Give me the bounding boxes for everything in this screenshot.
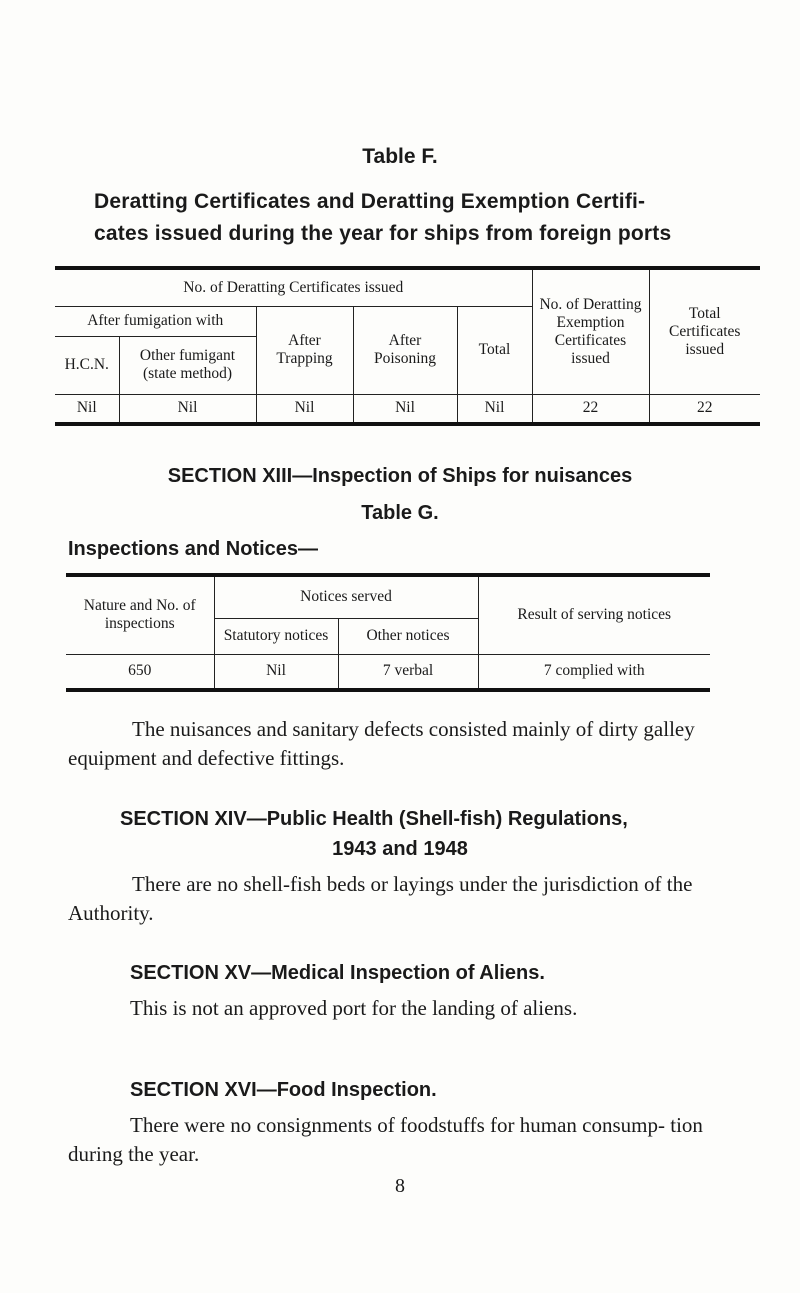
header-total: Total	[457, 306, 532, 394]
page-number: 8	[395, 1175, 405, 1197]
section-13-heading: SECTION XIII—Inspection of Ships for nuisances	[167, 465, 633, 487]
cell-poisoning: Nil	[353, 394, 457, 424]
header-hcn: H.C.N.	[55, 336, 119, 394]
table-f-title-line1: Deratting Certificates and Deratting Exemption Certifi-	[94, 190, 646, 213]
cell-result: 7 complied with	[478, 654, 710, 690]
table-f	[55, 266, 760, 426]
cell-exemption: 22	[532, 394, 649, 424]
header-other-fumigant: Other fumigant (state method)	[119, 336, 256, 394]
table-g-label: Table G.	[361, 502, 439, 524]
cell-other-fumigant: Nil	[119, 394, 256, 424]
header-notices-served: Notices served	[214, 575, 478, 618]
header-other-notices: Other notices	[338, 618, 478, 654]
table-f-label: Table F.	[362, 145, 438, 168]
section-14-heading-line1: SECTION XIV—Public Health (Shell-fish) Regulations,	[120, 808, 628, 830]
cell-total-certificates: 22	[649, 394, 760, 424]
cell-hcn: Nil	[55, 394, 119, 424]
header-exemption: No. of Deratting Exemption Certificates issued	[532, 268, 649, 394]
header-nature: Nature and No. of inspections	[66, 575, 214, 654]
header-poisoning: After Poisoning	[353, 306, 457, 394]
section-14-paragraph: There are no shell-fish beds or layings under the jurisdiction of the Authority.	[68, 872, 693, 925]
inspections-subheading: Inspections and Notices—	[68, 538, 319, 560]
header-trapping: After Trapping	[256, 306, 353, 394]
header-result: Result of serving notices	[478, 575, 710, 654]
cell-trapping: Nil	[256, 394, 353, 424]
table-g	[66, 573, 710, 692]
section-14-heading-line2: 1943 and 1948	[332, 838, 468, 860]
cell-total: Nil	[457, 394, 532, 424]
header-statutory: Statutory notices	[214, 618, 338, 654]
section-16-heading: SECTION XVI—Food Inspection.	[130, 1079, 437, 1101]
section-15-paragraph: This is not an approved port for the landing of aliens.	[130, 996, 578, 1020]
section-16-paragraph: There were no consignments of foodstuffs for human consump- tion during the year.	[68, 1113, 703, 1166]
cell-other-notices: 7 verbal	[338, 654, 478, 690]
header-total-certificates: Total Certificates issued	[649, 268, 760, 394]
cell-inspections: 650	[66, 654, 214, 690]
header-fumigation: After fumigation with	[55, 306, 256, 336]
cell-statutory: Nil	[214, 654, 338, 690]
section-13-paragraph: The nuisances and sanitary defects consisted mainly of dirty galley equipment and defective fittings.	[68, 717, 695, 770]
header-group: No. of Deratting Certificates issued	[55, 268, 532, 306]
section-15-heading: SECTION XV—Medical Inspection of Aliens.	[130, 962, 545, 984]
table-f-title-line2: cates issued during the year for ships from foreign ports	[94, 222, 672, 245]
